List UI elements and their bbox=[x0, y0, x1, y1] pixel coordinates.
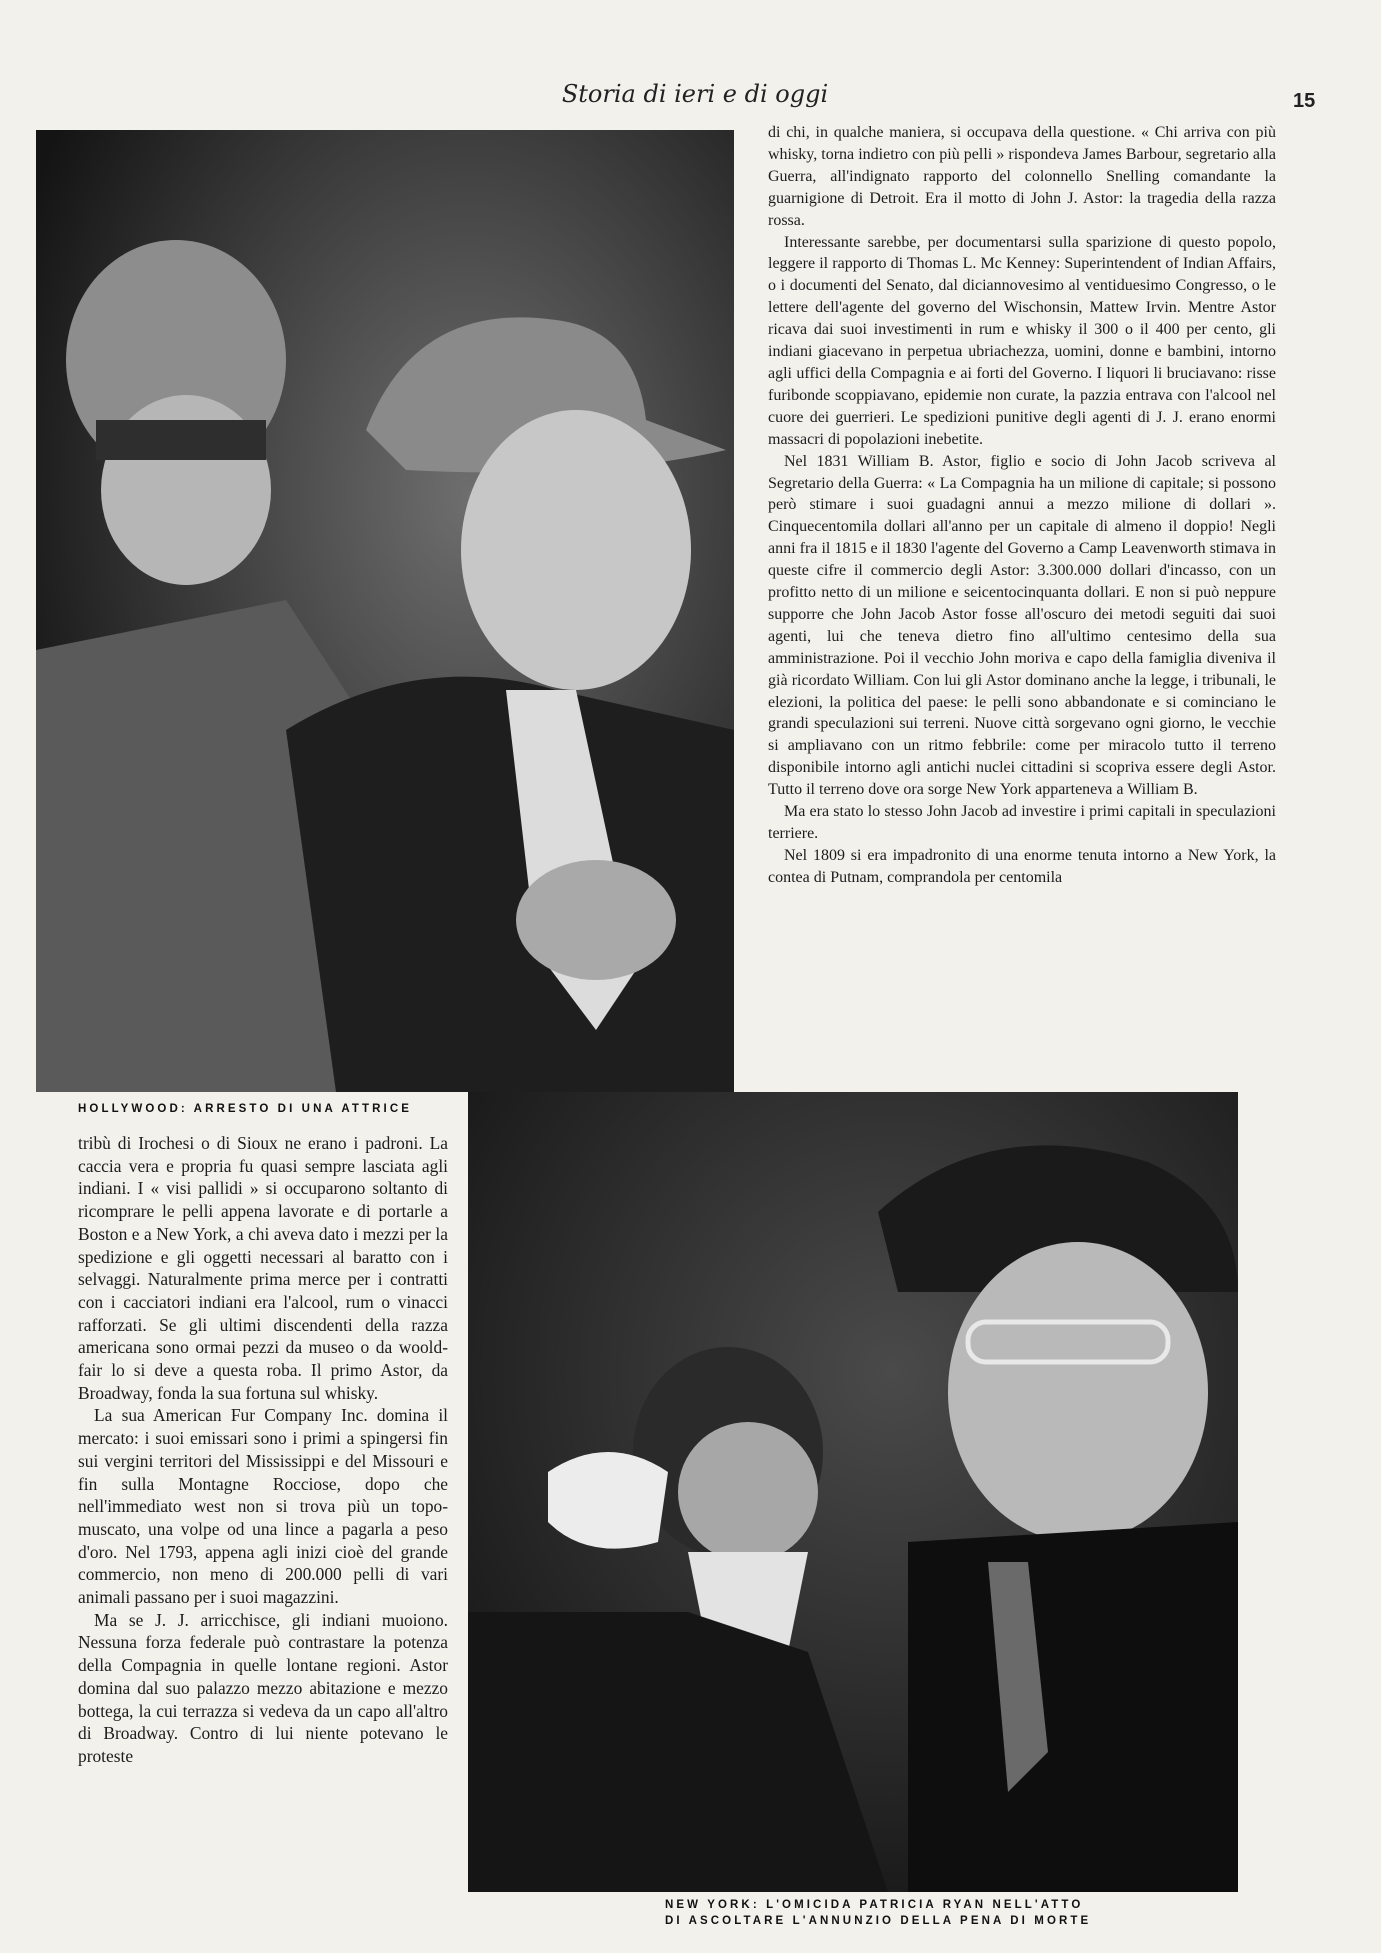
paragraph: tribù di Irochesi o di Sioux ne erano i padroni. La caccia vera e propria fu quasi sempre lasciata agli indiani. I « visi pallidi » si occuparono soltanto di ricomprare le pelli appena lavorate e di portarle a Boston e a New York, a chi aveva dato i mezzi per la spedizione e gli oggetti necessari al baratto con i selvaggi. Naturalmente prima merce per i contratti con i cacciatori indiani era l'alcool, rum o vinacci rafforzati. Se gli ultimi discendenti della razza americana sono ormai pezzi da museo o da woold-fair lo si deve a questa roba. Il primo Astor, da Broadway, fonda la sua fortuna sul whisky. bbox=[78, 1133, 448, 1403]
photo-hollywood-arrest bbox=[36, 130, 734, 1092]
paragraph: Nel 1809 si era impadronito di una enorme tenuta intorno a New York, la contea di Putnam, comprandola per centomila bbox=[768, 846, 1276, 886]
photo-new-york-ryan bbox=[468, 1092, 1238, 1892]
caption-line-1: NEW YORK: L'OMICIDA PATRICIA RYAN NELL'ATTO bbox=[665, 1899, 1084, 1911]
article-column-right bbox=[768, 122, 1276, 889]
caption-new-york bbox=[665, 1897, 1091, 1929]
caption-line-2: DI ASCOLTARE L'ANNUNZIO DELLA PENA DI MORTE bbox=[665, 1915, 1092, 1927]
paragraph: Nel 1831 William B. Astor, figlio e socio di John Jacob scriveva al Segretario della Guerra: « La Compagnia ha un milione di capitale; si possono però stimare i suoi guadagni annui a mezzo milione di dollari ». Cinquecentomila dollari all'anno per un capitale di almeno il doppio! Negli anni fra il 1815 e il 1830 l'agente del Governo a Camp Leavenworth stimava in queste cifre il commercio degli Astor: 3.300.000 dollari d'incasso, con un profitto netto di un milione e seicentocinquanta dollari. E non si può neppure supporre che John Jacob Astor fosse all'oscuro dei metodi seguiti dai suoi agenti, lui che teneva dietro fino all'ultimo centesimo della sua amministrazione. Poi il vecchio John moriva e capo della famiglia diveniva il già ricordato William. Con lui gli Astor dominano anche la legge, i tribunali, le elezioni, la politica del paese: le pelli sono abbandonate e si cominciano le grandi speculazioni sui terreni. Nuove città sorgevano ogni giorno, le vecchie si ampliavano con un ritmo febbrile: come per miracolo tutto il terreno disponibile intorno agli antichi nuclei cittadini si scopriva essere degli Astor. Tutto il terreno dove ora sorge New York apparteneva a William B. bbox=[768, 452, 1276, 799]
paragraph: La sua American Fur Company Inc. domina il mercato: i suoi emissari sono i primi a spingersi fin sui vergini territori del Mississippi e del Missouri e fin sulla Montagne Rocciose, dopo che nell'immediato west non si trova più un topo-muscato, una volpe od una lince a pagarla a peso d'oro. Nel 1793, appena agli inizi cioè del grande commercio, non meno di 200.000 pelli di vari animali passano per i suoi magazzini. bbox=[78, 1405, 448, 1608]
header-title: Storia di ieri e di oggi bbox=[561, 80, 829, 108]
paragraph: Ma se J. J. arricchisce, gli indiani muoiono. Nessuna forza federale può contrastare la potenza della Compagnia in quelle lontane regioni. Astor domina dal suo palazzo mezzo abitazione e mezzo bottega, la cui terrazza si vedeva da un capo all'altro di Broadway. Contro di lui niente potevano le proteste bbox=[78, 1609, 448, 1766]
paragraph: Ma era stato lo stesso John Jacob ad investire i primi capitali in speculazioni terriere. bbox=[768, 803, 1276, 842]
caption-hollywood: HOLLYWOOD: ARRESTO DI UNA ATTRICE bbox=[78, 1103, 413, 1115]
paragraph: Interessante sarebbe, per documentarsi sulla sparizione di questo popolo, leggere il rapporto di Thomas L. Mc Kenney: Superintendent of Indian Affairs, o i documenti del Senato, dal diciannovesimo al ventiduesimo Congresso, o le lettere dell'agente del governo del Wischonsin, Mattew Irvin. Mentre Astor ricava dai suoi investimenti in rum e whisky il 300 o il 400 per cento, gli indiani giacevano in perpetua ubriachezza, uomini, donne e bambini, intorno agli uffici della Compagnia e ai forti del Governo. I liquori li bruciavano: risse furibonde scoppiavano, epidemie non curate, la pazzia entrava con l'alcool nel cuore dei guerrieri. Le spedizioni punitive degli agenti di J. J. erano enormi massacri di popolazioni inebetite. bbox=[768, 233, 1276, 448]
article-column-left bbox=[78, 1132, 448, 1768]
paragraph: di chi, in qualche maniera, si occupava della questione. « Chi arriva con più whisky, torna indietro con più pelli » rispondeva James Barbour, segretario alla Guerra, all'indignato rapporto del colonnello Snelling comandante la guarnigione di Detroit. Era il motto di John J. Astor: la tragedia della razza rossa. bbox=[768, 124, 1276, 229]
page-number: 15 bbox=[1293, 90, 1316, 112]
